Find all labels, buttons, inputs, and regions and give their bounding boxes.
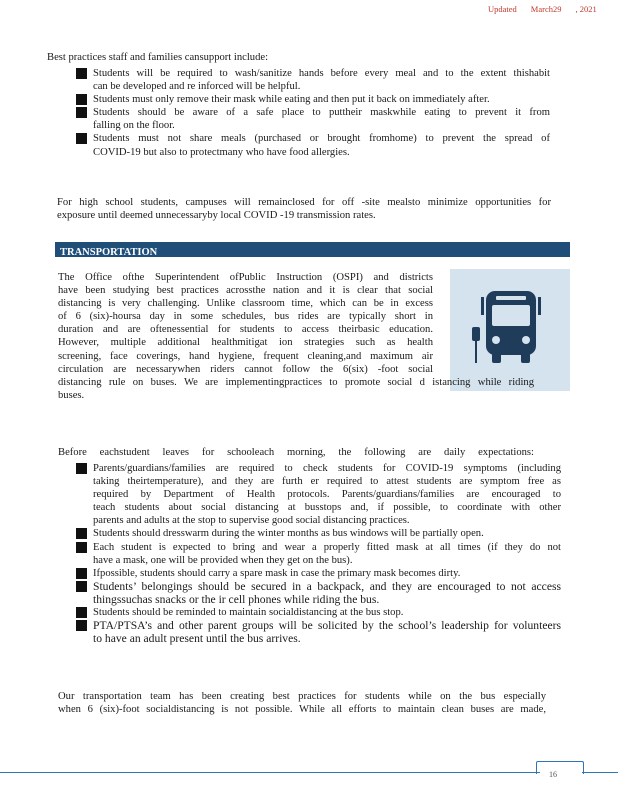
page-number: 16 bbox=[549, 770, 557, 779]
list-item-line: Students should dresswarm during the winter months as bus windows will be partially open. bbox=[93, 528, 484, 540]
square-bullet-icon bbox=[76, 68, 87, 79]
text-line: when 6 (six)-foot socialdistancing is not possible. While all efforts to maintain clean buses are made, bbox=[58, 704, 546, 716]
text-line: buses. bbox=[58, 389, 85, 401]
square-bullet-icon bbox=[76, 528, 87, 539]
list-item-line: Students will be required to wash/sanitize hands before every meal and to the extent thishabit bbox=[93, 68, 550, 79]
square-bullet-icon bbox=[76, 620, 87, 631]
high-school-paragraph bbox=[57, 196, 551, 222]
updated-month-day: March29 bbox=[530, 4, 562, 14]
section-title: TRANSPORTATION bbox=[60, 247, 158, 258]
text-line: Our transportation team has been creating best practices for students while on the bus especially bbox=[58, 691, 546, 702]
text-line: duration and are oftenessential for students to access theirbasic education. bbox=[58, 324, 433, 336]
list-item bbox=[76, 567, 561, 580]
list-item-line: PTA/PTSA’s and other parent groups will be solicited by the school’s leadership for volunteers bbox=[93, 619, 561, 633]
text-line: However, multiple additional healthmitigat ion strategies such as health bbox=[58, 337, 433, 349]
list-item-line: Ifpossible, students should carry a spare mask in case the primary mask becomes dirty. bbox=[93, 567, 461, 579]
list-item-line: Each student is expected to bring and wear a properly fitted mask at all times (if they do not bbox=[93, 541, 561, 553]
square-bullet-icon bbox=[76, 568, 87, 579]
list-item-line: can be developed and re inforced will be helpful. bbox=[93, 81, 301, 93]
intro-text bbox=[47, 51, 347, 64]
text-line: of 6 (six)-hoursa day in some schedules, bus rides are typically short in bbox=[58, 311, 433, 323]
list-item-line: Students should be aware of a safe place to puttheir maskwhile eating to prevent it from bbox=[93, 107, 550, 119]
text-line: distancing is very challenging. Unlike classroom time, which can be in excess bbox=[58, 298, 433, 310]
updated-year: , 2021 bbox=[575, 4, 597, 14]
footer-rule-right bbox=[582, 772, 618, 773]
list-item-line: required by Department of Health protocols. Parents/guardians/families are encouraged to bbox=[93, 489, 561, 501]
square-bullet-icon bbox=[76, 107, 87, 118]
list-item-line: parents and adults at the stop to supervise good social distancing practices. bbox=[93, 515, 410, 527]
updated-date bbox=[488, 4, 611, 14]
list-item-line: Students should be reminded to maintain socialdistancing at the bus stop. bbox=[93, 607, 404, 619]
square-bullet-icon bbox=[76, 94, 87, 105]
square-bullet-icon bbox=[76, 463, 87, 474]
list-item-line: have a mask, one will be provided when they get on the bus). bbox=[93, 554, 353, 566]
list-item-line: teach students about social distancing at busstops and, if possible, to coordinate with other bbox=[93, 502, 561, 514]
text-line: exposure until deemed unnecessaryby local COVID -19 transmission rates. bbox=[57, 210, 376, 222]
intro-line: Best practices staff and families cansupport include: bbox=[47, 52, 269, 63]
before-text bbox=[58, 446, 534, 459]
list-item bbox=[76, 67, 550, 93]
list-item bbox=[76, 106, 550, 132]
square-bullet-icon bbox=[76, 581, 87, 592]
list-item bbox=[76, 132, 550, 158]
list-item bbox=[76, 462, 561, 527]
list-item bbox=[76, 541, 561, 567]
list-item bbox=[76, 619, 561, 645]
intro-bullet-list bbox=[76, 67, 550, 159]
list-item-line: COVID-19 but also to protectmany who have food allergies. bbox=[93, 146, 350, 158]
before-line: Before eachstudent leaves for schooleach morning, the following are daily expectations: bbox=[58, 447, 534, 458]
text-line: For high school students, campuses will remainclosed for off -site mealsto minimize opportunities for bbox=[57, 197, 551, 208]
list-item-line: Students must not share meals (purchased or brought fromhome) to prevent the spread of bbox=[93, 133, 550, 145]
list-item bbox=[76, 606, 561, 619]
list-item-line: thingssuchas snacks or the ir cell phones while riding the bus. bbox=[93, 592, 380, 606]
list-item bbox=[76, 93, 550, 106]
square-bullet-icon bbox=[76, 607, 87, 618]
list-item-line: falling on the floor. bbox=[93, 120, 175, 132]
footer-rule bbox=[0, 772, 540, 773]
text-line: screening, face coverings, hand hygiene, frequent cleaning,and maximum air bbox=[58, 350, 433, 362]
list-item-line: Parents/guardians/families are required to check students for COVID-19 symptoms (including bbox=[93, 463, 561, 474]
text-line: circulation are necessarywhen riders cannot follow the 6(six) -foot social bbox=[58, 363, 433, 375]
square-bullet-icon bbox=[76, 133, 87, 144]
list-item-line: to have an adult present until the bus arrives. bbox=[93, 632, 301, 646]
transportation-paragraph bbox=[58, 271, 534, 402]
closing-paragraph bbox=[58, 690, 546, 716]
section-header-transportation bbox=[55, 242, 570, 257]
list-item-line: taking theirtemperature), and they are furth er required to attest students are symptom free as bbox=[93, 476, 561, 488]
list-item bbox=[76, 527, 561, 540]
text-line: The Office ofthe Superintendent ofPublic Instruction (OSPI) and districts bbox=[58, 272, 433, 283]
transportation-bullet-list bbox=[76, 462, 561, 645]
text-line: have been studying best practices acrossthe nation and it is clear that social bbox=[58, 285, 433, 297]
square-bullet-icon bbox=[76, 542, 87, 553]
footer-tab bbox=[536, 761, 584, 774]
text-line: distancing rule on buses. We are implementingpractices to promote social d istancing while riding bbox=[58, 376, 534, 388]
list-item-line: Students must only remove their mask while eating and then put it back on immediately after. bbox=[93, 94, 490, 106]
list-item-line: Students’ belongings should be secured in a backpack, and they are encouraged to not access bbox=[93, 579, 561, 593]
updated-label: Updated bbox=[488, 4, 517, 14]
list-item bbox=[76, 580, 561, 606]
